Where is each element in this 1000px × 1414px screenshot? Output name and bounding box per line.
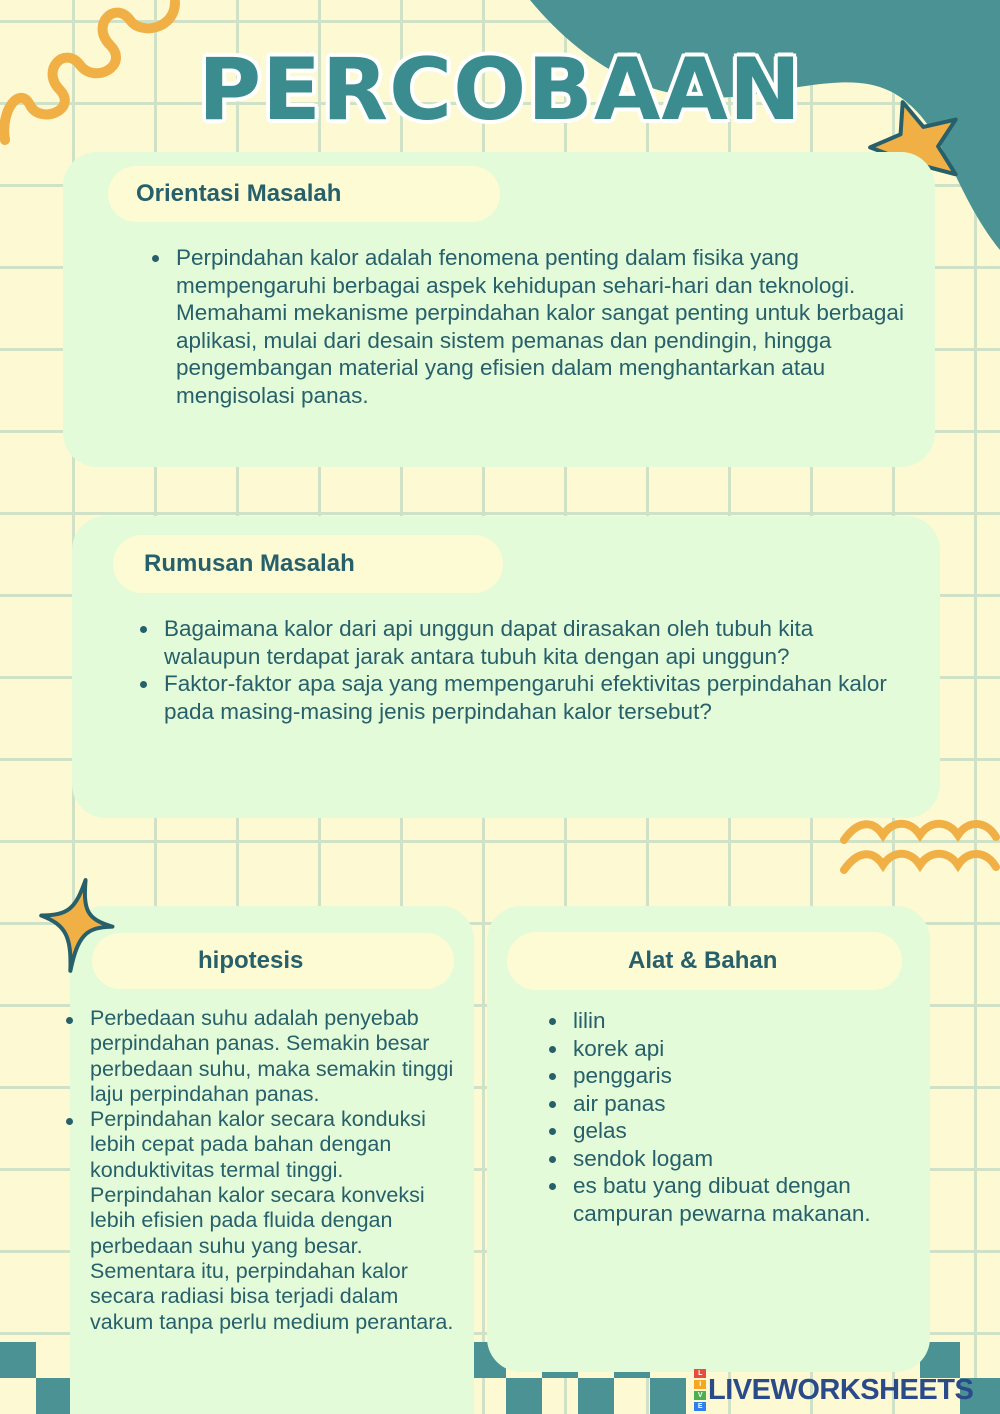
list-item: gelas xyxy=(549,1117,929,1145)
list-item: Perpindahan kalor adalah fenomena penting dalam fisika yang mempengaruhi berbagai aspek kehidupan sehari-hari dan teknologi. Memahami mekanisme perpindahan kalor sangat penting untuk berbagai aplikasi, mulai dari desain sistem pemanas dan pendingin, hingga pengembangan material yang efisien dalam menghantarkan atau mengisolasi panas. xyxy=(152,244,927,409)
alat-bahan-list xyxy=(549,1007,929,1227)
list-item: Bagaimana kalor dari api unggun dapat dirasakan oleh tubuh kita walaupun terdapat jarak antara tubuh kita dengan api unggun? xyxy=(140,615,910,670)
list-item: penggaris xyxy=(549,1062,929,1090)
list-item: air panas xyxy=(549,1090,929,1118)
hipotesis-list xyxy=(66,1006,466,1335)
rumusan-list xyxy=(140,615,910,725)
list-item: korek api xyxy=(549,1035,929,1063)
rumusan-heading-text: Rumusan Masalah xyxy=(144,550,355,577)
list-item: es batu yang dibuat dengan campuran pewarna makanan. xyxy=(549,1172,929,1227)
hipotesis-heading xyxy=(92,933,454,989)
orientasi-heading-text: Orientasi Masalah xyxy=(136,180,342,207)
alat-bahan-heading-text: Alat & Bahan xyxy=(628,947,778,974)
page-title: PERCOBAAN xyxy=(198,40,802,140)
liveworksheets-text: LIVEWORKSHEETS xyxy=(708,1373,974,1406)
alat-bahan-heading xyxy=(507,932,902,990)
list-item: Faktor-faktor apa saja yang mempengaruhi efektivitas perpindahan kalor pada masing-masing jenis perpindahan kalor tersebut? xyxy=(140,670,910,725)
hipotesis-heading-text: hipotesis xyxy=(198,947,304,974)
orientasi-heading xyxy=(108,166,500,222)
list-item: sendok logam xyxy=(549,1145,929,1173)
wave-right-icon xyxy=(838,815,1000,895)
list-item: lilin xyxy=(549,1007,929,1035)
rumusan-heading xyxy=(113,535,503,593)
star-left-icon xyxy=(36,875,116,975)
orientasi-list xyxy=(152,244,927,409)
list-item: Perpindahan kalor secara konduksi lebih cepat pada bahan dengan konduktivitas termal tinggi. Perpindahan kalor secara konveksi lebih efisien pada fluida dengan perbedaan suhu yang besar. Sementara itu, perpindahan kalor secara radiasi bisa terjadi dalam vakum tanpa perlu medium perantara. xyxy=(66,1107,466,1335)
liveworksheets-logo-icon: L I V E xyxy=(694,1368,706,1412)
list-item: Perbedaan suhu adalah penyebab perpindahan panas. Semakin besar perbedaan suhu, maka semakin tinggi laju perpindahan panas. xyxy=(66,1006,466,1107)
liveworksheets-logo xyxy=(694,1370,974,1410)
